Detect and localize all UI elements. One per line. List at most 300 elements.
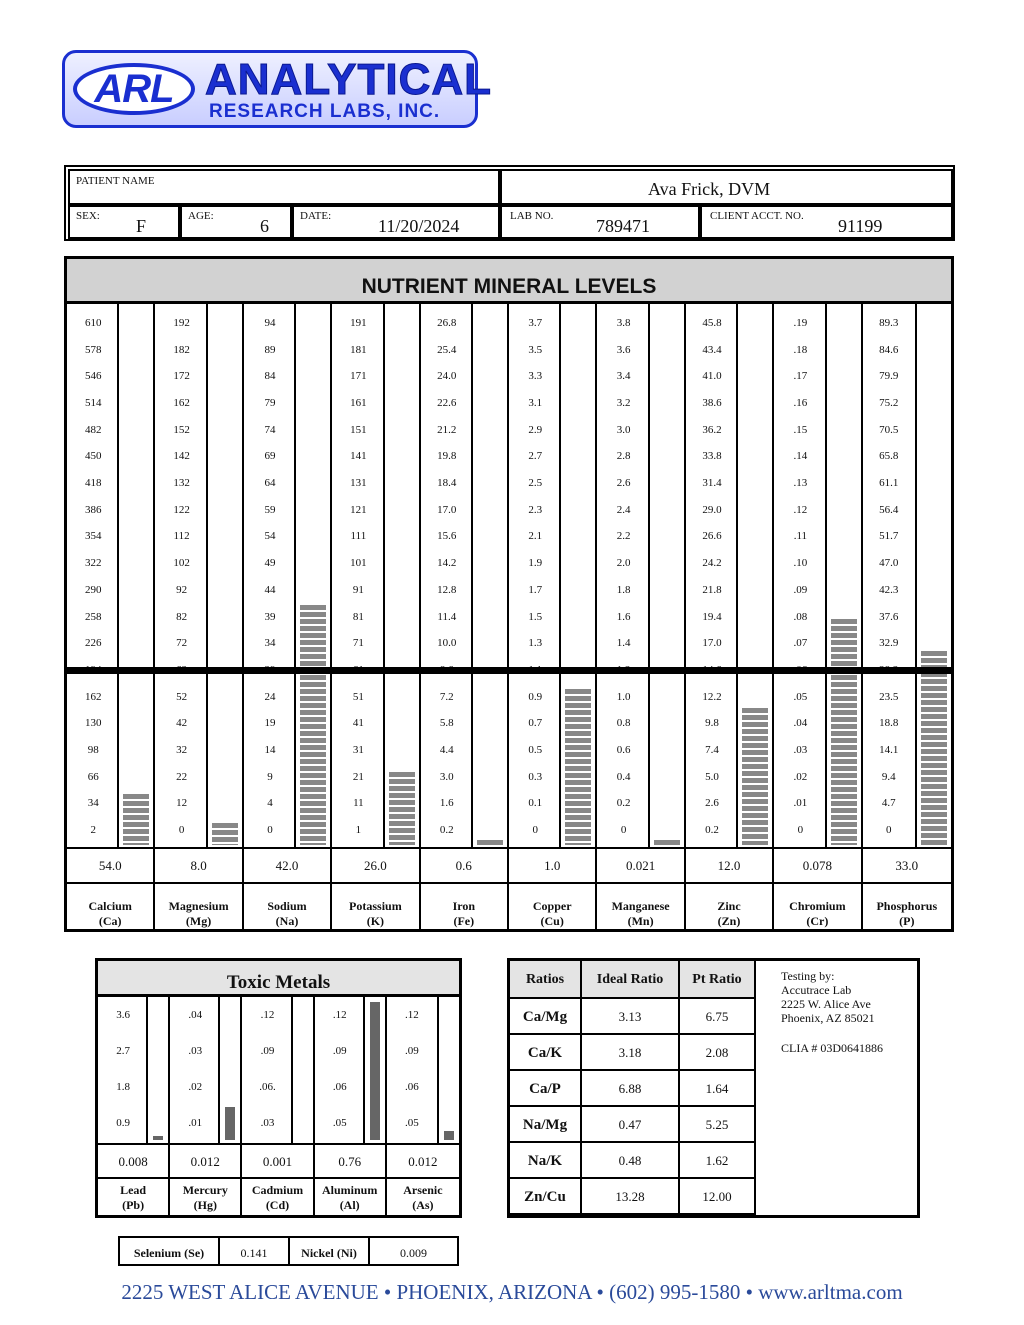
scale-tick: 84 [264,370,276,383]
scale-tick: 2.0 [616,557,631,570]
scale-tick: 11.4 [437,610,457,623]
scale-tick: 1.8 [616,583,631,596]
mineral-symbol: (Zn) [717,914,741,928]
scale-tick: 191 [350,317,367,329]
scale-tick: 610 [84,317,102,329]
client-acct-label: CLIENT ACCT. NO. [710,210,804,222]
mineral-level-bar [654,840,680,845]
scale-tick: 290 [84,583,102,596]
scale-tick: 354 [84,530,102,543]
scale-tick: 41 [352,717,364,730]
mineral-result: 1.0 [509,847,597,884]
toxic-column [387,997,459,1143]
client-acct-value: 91199 [838,216,883,236]
ratio-header: Ratios [510,961,582,999]
toxic-scale-tick: .04 [188,1009,203,1021]
scale-tick: .12 [793,503,808,516]
scale-tick: 141 [350,450,367,463]
normal-level-line [509,667,595,674]
scale-tick: 162 [173,397,190,410]
age-label: AGE: [188,210,214,222]
scale-tick: 15.6 [437,530,457,543]
scale-tick: 25.4 [437,343,457,356]
toxic-result: 0.76 [315,1143,387,1179]
scale-tick: 72 [176,637,188,650]
scale-tick: .09 [793,583,808,596]
toxic-column [98,997,170,1143]
nutrient-panel-title: NUTRIENT MINERAL LEVELS [67,259,951,304]
toxic-bar-track [363,997,385,1143]
mineral-level-bar [477,840,503,845]
scale-tick: 51 [352,690,364,703]
toxic-column [170,997,242,1143]
mineral-bar-track [117,304,153,847]
scale-tick: 258 [84,610,102,623]
toxic-name-text: Mercury [182,1183,228,1197]
scale-tick: 0 [178,824,185,836]
normal-level-line [421,667,507,674]
mineral-symbol: (Mn) [627,914,654,928]
mineral-symbol: (P) [899,914,915,928]
normal-level-line [774,667,860,674]
scale-tick: 322 [84,557,102,570]
doctor-name: Ava Frick, DVM [648,179,771,199]
scale-tick: 482 [84,423,102,436]
mineral-bar-track [559,304,595,847]
additional-elements-box [118,1236,459,1266]
scale-tick: 89.3 [879,317,899,329]
mineral-name [509,884,597,929]
scale-tick: 79.9 [879,370,899,383]
scale-tick: 21 [352,770,364,783]
scale-tick: 10.0 [437,637,457,650]
toxic-scale-tick: 0.9 [116,1117,130,1129]
toxic-result: 0.012 [387,1143,459,1179]
scale-tick: 172 [173,370,190,383]
normal-level-line [597,667,683,674]
mineral-name [332,884,420,929]
patient-ratio: 1.62 [680,1143,756,1179]
scale-tick: 94 [264,317,276,329]
mineral-level-bar [742,708,768,845]
scale-tick: 71 [352,637,364,650]
scale-tick: 111 [350,530,367,543]
scale-tick: 64 [264,477,276,490]
scale-tick: 39 [264,610,276,623]
toxic-scale-tick: .06 [405,1081,419,1093]
toxic-scale-tick: .12 [260,1009,275,1021]
scale-tick: 0 [267,824,273,836]
scale-tick: 24.0 [437,370,457,383]
scale-tick: 171 [350,370,367,383]
mineral-column [597,304,685,847]
selenium-value: 0.141 [220,1238,290,1264]
scale-tick: .19 [793,317,808,329]
mineral-symbol: (Na) [275,914,299,928]
scale-tick: .08 [793,610,808,623]
ideal-ratio: 0.48 [582,1143,680,1179]
mineral-level-bar [300,605,326,845]
scale-tick: 31 [352,743,364,756]
scale-tick: 21.8 [702,583,722,596]
toxic-level-bar [370,1002,380,1140]
scale-tick: 181 [350,343,367,356]
mineral-name-text: Potassium [349,899,402,913]
scale-tick: 11 [353,797,364,810]
mineral-symbol: (Fe) [453,914,475,928]
toxic-symbol: (Pb) [122,1198,145,1212]
scale-tick: 49 [264,557,276,570]
toxic-scale-tick: .02 [188,1081,203,1093]
scale-tick: 0.2 [439,824,454,836]
scale-tick: 4.4 [439,743,454,756]
scale-tick: 66 [87,770,99,783]
ideal-ratio: 3.18 [582,1035,680,1071]
mineral-column [244,304,332,847]
scale-tick: 0.1 [528,797,543,810]
scale-tick: 0.9 [528,690,543,703]
scale-tick: 0.8 [616,717,631,730]
mineral-name [863,884,951,929]
scale-tick: 41.0 [702,370,722,383]
scale-tick: 514 [84,397,102,410]
toxic-name-text: Aluminum [322,1183,378,1197]
scale-tick: 0.2 [705,824,719,836]
scale-tick: 3.0 [439,770,454,783]
lab-no-label: LAB NO. [510,210,554,222]
toxic-bar-track [291,997,313,1143]
toxic-level-bar [225,1107,235,1140]
scale-tick: 22.6 [437,397,457,410]
scale-tick: 386 [84,503,102,516]
mineral-name-text: Magnesium [168,899,229,913]
sex-value: F [136,216,147,236]
patient-ratio: 5.25 [680,1107,756,1143]
scale-tick: .16 [793,397,808,410]
scale-tick: 418 [84,477,102,490]
mineral-column [421,304,509,847]
scale-tick: 22 [176,770,188,783]
scale-tick: 5.0 [705,770,719,783]
toxic-bar-track [218,997,240,1143]
testing-line: Accutrace Lab [781,983,852,997]
toxic-metal-name [315,1179,387,1215]
age-value: 6 [260,216,269,236]
scale-tick: .07 [793,637,808,650]
clia-number: CLIA # 03D0641886 [781,1041,883,1055]
scale-tick: 1.0 [616,690,631,703]
scale-tick: 17.0 [437,503,457,516]
mineral-column [67,304,155,847]
mineral-name-text: Chromium [789,899,846,913]
mineral-name [244,884,332,929]
scale-tick: 182 [173,343,190,356]
scale-tick: 162 [84,690,102,703]
mineral-result: 54.0 [67,847,155,884]
doctor-cell [500,169,953,205]
mineral-level-bar [389,772,415,845]
scale-tick: 74 [264,423,276,436]
mineral-bar-track [471,304,507,847]
scale-tick: 142 [173,450,190,463]
scale-tick: 0.3 [528,770,543,783]
toxic-column [315,997,387,1143]
ratio-header: Pt Ratio [680,961,756,999]
scale-tick: 14 [264,743,276,756]
toxic-metal-name [242,1179,314,1215]
scale-tick: 14.2 [437,557,457,570]
scale-tick: 0 [532,824,538,836]
scale-tick: 0.2 [616,797,631,810]
mineral-bar-track [915,304,951,847]
toxic-metals-panel [95,958,462,1218]
scale-tick: 59 [264,503,276,516]
scale-tick: 2.8 [616,450,631,463]
mineral-bar-track [648,304,684,847]
toxic-scale-tick: .09 [332,1045,347,1057]
mineral-level-bar [831,619,857,845]
ratio-header: Ideal Ratio [582,961,680,999]
scale-tick: 9.8 [705,717,719,730]
scale-tick: 1.9 [528,557,543,570]
mineral-result: 0.6 [421,847,509,884]
scale-tick: 122 [173,503,190,516]
scale-tick: 1.3 [528,637,543,650]
testing-lab-info [781,969,883,1055]
mineral-level-bar [123,794,149,845]
mineral-name-text: Manganese [611,899,670,913]
scale-tick: 12.8 [437,583,457,596]
scale-tick: 101 [350,557,367,570]
patient-ratio: 2.08 [680,1035,756,1071]
scale-tick: 2.6 [616,477,631,490]
scale-tick: 31.4 [702,477,722,490]
mineral-bar-track [736,304,772,847]
scale-tick: 578 [84,343,102,356]
toxic-scale-tick: .09 [260,1045,275,1057]
toxic-scale-tick: .01 [188,1117,203,1129]
mineral-name [686,884,774,929]
scale-tick: 24 [264,690,276,703]
toxic-scale-tick: .12 [405,1009,419,1021]
toxic-scale-tick: .03 [260,1117,275,1129]
toxic-symbol: (Hg) [193,1198,217,1212]
date-cell [292,205,500,239]
mineral-level-bar [921,651,947,845]
patient-name-label: PATIENT NAME [76,175,155,187]
toxic-scale-tick: .05 [332,1117,347,1129]
ratios-panel [507,958,920,1218]
scale-tick: 37.6 [879,610,899,623]
mineral-result: 0.021 [597,847,685,884]
mineral-symbol: (K) [366,914,385,928]
company-logo [62,50,493,128]
scale-tick: 1 [355,824,362,836]
logo-line2: RESEARCH LABS, INC. [209,101,441,122]
scale-tick: 98 [87,743,99,756]
scale-tick: 65.8 [879,450,899,463]
mineral-result: 8.0 [155,847,243,884]
scale-tick: 45.8 [702,317,722,329]
mineral-symbol: (Cu) [540,914,564,928]
scale-tick: 112 [173,530,190,543]
scale-tick: 44 [264,583,276,596]
scale-tick: .03 [793,743,808,756]
scale-tick: 52 [176,690,188,703]
mineral-bar-track [206,304,242,847]
scale-tick: 3.2 [616,397,631,410]
scale-tick: 19.8 [437,450,457,463]
scale-tick: 3.3 [528,370,543,383]
footer-address: 2225 WEST ALICE AVENUE • PHOENIX, ARIZONA • (602) 995-1580 • www.arltma.com [121,1280,903,1304]
scale-tick: 84.6 [879,343,899,356]
scale-tick: 2.5 [528,477,543,490]
scale-tick: 192 [173,317,190,329]
mineral-name-text: Calcium [88,899,132,913]
scale-tick: .11 [793,530,808,543]
mineral-name [421,884,509,929]
scale-tick: .04 [793,717,808,730]
scale-tick: 0.7 [528,717,543,730]
scale-tick: 2.7 [528,450,543,463]
scale-tick: 3.8 [616,317,631,329]
scale-tick: 0 [620,824,627,836]
toxic-scale-tick: .06 [332,1081,347,1093]
scale-tick: 12.2 [702,690,722,703]
toxic-level-bar [153,1136,163,1140]
mineral-result: 12.0 [686,847,774,884]
scale-tick: 0.4 [616,770,631,783]
toxic-scale-tick: .06. [259,1081,276,1093]
mineral-name-text: Copper [532,899,572,913]
toxic-scale-tick: 3.6 [116,1009,130,1021]
normal-level-line [155,667,241,674]
scale-tick: 69 [264,450,276,463]
toxic-column [242,997,314,1143]
mineral-name [155,884,243,929]
scale-tick: 26.8 [437,317,457,329]
scale-tick: 51.7 [879,530,899,543]
logo-line1: ANALYTICAL [205,55,493,104]
sex-cell [68,205,180,239]
scale-tick: .14 [793,450,808,463]
mineral-name [597,884,685,929]
scale-tick: 26.6 [702,530,722,543]
scale-tick: 89 [264,343,276,356]
scale-tick: 2.6 [705,797,719,810]
toxic-scale-tick: .09 [405,1045,419,1057]
ratio-name: Na/K [510,1143,582,1179]
toxic-name-text: Lead [120,1183,147,1197]
ratio-name: Ca/P [510,1071,582,1107]
scale-tick: 79 [264,397,276,410]
scale-tick: 17.0 [702,637,722,650]
scale-tick: 2 [90,824,96,836]
scale-tick: 161 [350,397,367,410]
scale-tick: 21.2 [437,423,457,436]
toxic-name-text: Cadmium [251,1183,304,1197]
toxic-name-text: Arsenic [403,1183,443,1197]
ideal-ratio: 6.88 [582,1071,680,1107]
scale-tick: 3.7 [528,317,543,329]
scale-tick: 2.1 [528,530,543,543]
scale-tick: 18.8 [879,717,899,730]
ratio-name: Zn/Cu [510,1179,582,1215]
patient-ratio: 1.64 [680,1071,756,1107]
scale-tick: 81 [352,610,364,623]
scale-tick: 132 [173,477,190,490]
scale-tick: 7.4 [705,743,719,756]
scale-tick: 131 [350,477,367,490]
scale-tick: 4 [267,797,273,810]
scale-tick: 2.2 [616,530,631,543]
nickel-label: Nickel (Ni) [290,1238,370,1264]
mineral-column [509,304,597,847]
client-acct-cell [700,205,953,239]
normal-level-line [244,667,330,674]
age-cell [180,205,292,239]
scale-tick: 19 [264,717,276,730]
scale-tick: 61.1 [879,477,899,490]
scale-tick: .15 [793,423,808,436]
scale-tick: 2.4 [616,503,631,516]
scale-tick: 151 [350,423,367,436]
scale-tick: 14.1 [879,743,899,756]
scale-tick: 34 [264,637,276,650]
ideal-ratio: 13.28 [582,1179,680,1215]
scale-tick: 42.3 [879,583,899,596]
toxic-bar-track [437,997,459,1143]
toxic-metal-name [170,1179,242,1215]
mineral-column [686,304,774,847]
scale-tick: 5.8 [439,717,454,730]
toxic-result: 0.008 [98,1143,170,1179]
scale-tick: 12 [176,797,188,810]
scale-tick: 82 [176,610,188,623]
scale-tick: 3.0 [616,423,631,436]
scale-tick: 152 [173,423,190,436]
toxic-scale-tick: .03 [188,1045,203,1057]
scale-tick: 54 [264,530,276,543]
scale-tick: 3.4 [616,370,631,383]
toxic-metal-name [387,1179,459,1215]
mineral-column [774,304,862,847]
patient-info-box [64,165,955,241]
mineral-name [774,884,862,929]
scale-tick: 3.1 [528,397,543,410]
toxic-scale-tick: .05 [405,1117,419,1129]
mineral-bar-track [825,304,861,847]
scale-tick: 36.2 [702,423,722,436]
scale-tick: 29.0 [702,503,722,516]
toxic-bar-track [146,997,168,1143]
scale-tick: 102 [173,557,190,570]
nickel-value: 0.009 [400,1246,427,1260]
normal-level-line [863,667,951,674]
mineral-name [67,884,155,929]
scale-tick: .13 [793,477,808,490]
scale-tick: 3.5 [528,343,543,356]
scale-tick: 226 [84,637,102,650]
ratio-name: Ca/Mg [510,999,582,1035]
scale-tick: 4.7 [881,797,896,810]
toxic-scale-tick: .12 [332,1009,347,1021]
lab-no-value: 789471 [596,216,650,236]
testing-line: Phoenix, AZ 85021 [781,1011,875,1025]
scale-tick: 121 [350,503,367,516]
mineral-result: 42.0 [244,847,332,884]
mineral-column [332,304,420,847]
